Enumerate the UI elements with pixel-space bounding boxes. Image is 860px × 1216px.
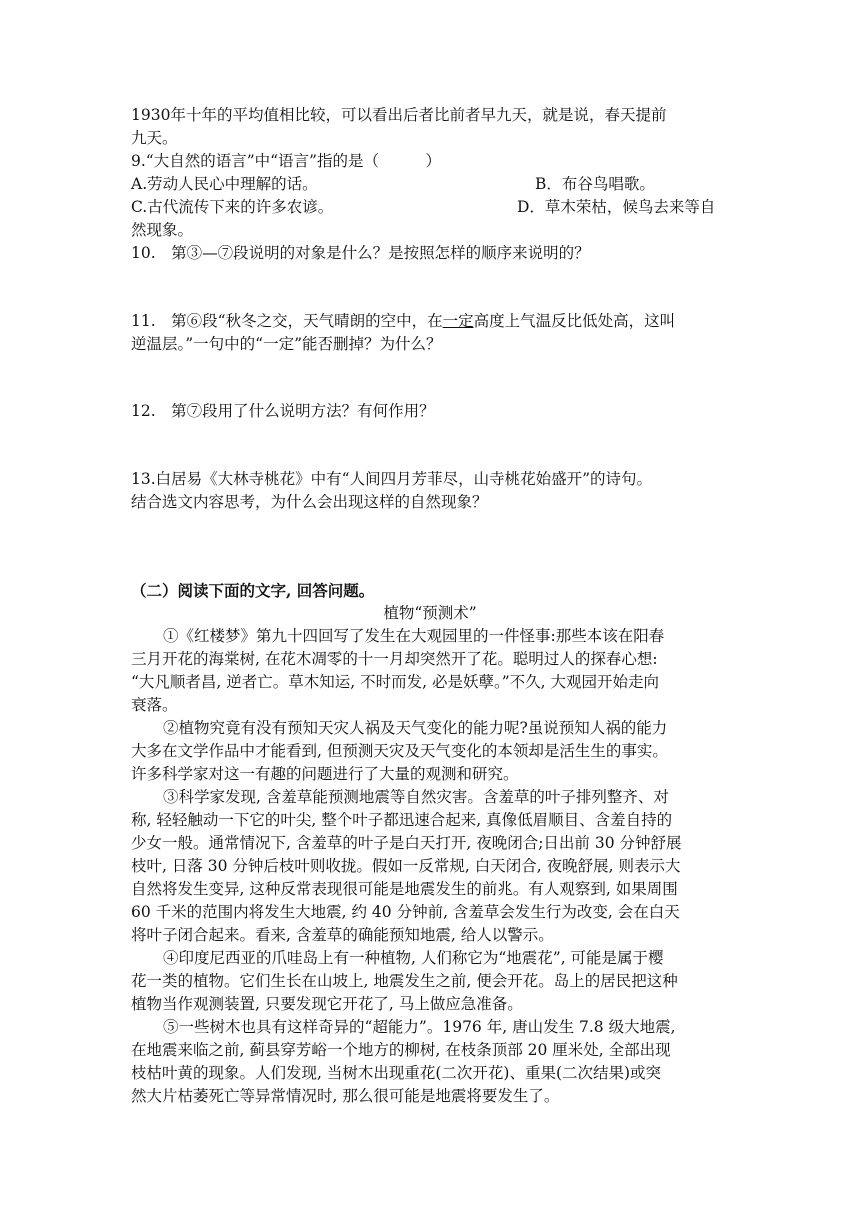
p4-line-3: 植物当作观测装置, 只要发现它开花了, 马上做应急准备。 bbox=[131, 995, 523, 1013]
p1-line-1: ①《红楼梦》第九十四回写了发生在大观园里的一件怪事:那些本该在阳春 bbox=[163, 627, 665, 645]
q13-line-1: 13.白居易《大林寺桃花》中有“人间四月芳菲尽，山寺桃花始盛开”的诗句。 bbox=[131, 470, 653, 488]
p1-line-3: “大凡顺者昌, 逆者亡。草木知运, 不时而发, 必是妖孽。”不久, 大观园开始走向 bbox=[131, 673, 660, 691]
p2-line-1: ②植物究竟有没有预知天灾人祸及天气变化的能力呢?虽说预知人祸的能力 bbox=[163, 719, 668, 737]
p5-line-3: 枝枯叶黄的现象。人们发现, 当树木出现重花(二次开花)、重果(二次结果)或突 bbox=[131, 1064, 662, 1082]
q10-text: 10. 第③—⑦段说明的对象是什么？是按照怎样的顺序来说明的？ bbox=[131, 244, 590, 262]
q13-line-2: 结合选文内容思考，为什么会出现这样的自然现象？ bbox=[131, 493, 488, 511]
q9-stem: 9.“大自然的语言”中“语言”指的是（ ） bbox=[131, 152, 441, 170]
p5-line-2: 在地震来临之前, 蓟县穿芳峪一个地方的柳树, 在枝条顶部 20 厘米处, 全部出现 bbox=[131, 1041, 671, 1059]
p4-line-2: 花一类的植物。它们生长在山坡上, 地震发生之前, 便会开花。岛上的居民把这种 bbox=[131, 972, 678, 990]
p3-line-4: 枝叶, 日落 30 分钟后枝叶则收拢。假如一反常规, 白天闭合, 夜晚舒展, 则表示大 bbox=[131, 857, 681, 875]
p5-line-4: 然大片枯萎死亡等异常情况时, 那么很可能是地震将要发生了。 bbox=[131, 1087, 560, 1105]
q9-option-a: A.劳动人民心中理解的话。 bbox=[131, 175, 318, 193]
q11-line-2: 逆温层。”一句中的“一定”能否删掉？为什么？ bbox=[131, 335, 442, 353]
p3-line-7: 将叶子闭合起来。看来, 含羞草的确能预知地震, 给人以警示。 bbox=[131, 926, 554, 944]
p2-line-2: 大多在文学作品中才能看到, 但预测天灾及天气变化的本领却是活生生的事实。 bbox=[131, 742, 668, 760]
q9-option-c: C.古代流传下来的许多农谚。 bbox=[131, 198, 334, 216]
p3-line-6: 60 千米的范围内将发生大地震, 约 40 分钟前, 含羞草会发生行为改变, 会在白天 bbox=[131, 903, 680, 921]
p3-line-5: 自然将发生变异, 这种反常表现很可能是地震发生的前兆。有人观察到, 如果周围 bbox=[131, 880, 678, 898]
q8-line-1: 1930年十年的平均值相比较，可以看出后者比前者早九天，就是说，春天提前 bbox=[131, 106, 667, 124]
p1-line-4: 衰落。 bbox=[131, 696, 178, 714]
p3-line-1: ③科学家发现, 含羞草能预测地震等自然灾害。含羞草的叶子排列整齐、对 bbox=[163, 788, 669, 806]
q11-line-1-pre: 11. 第⑥段“秋冬之交，天气晴朗的空中，在 bbox=[131, 312, 443, 330]
q11-line-1-post: 高度上气温反比低处高，这叫 bbox=[473, 312, 676, 330]
q11-underlined-word: 一定 bbox=[442, 312, 474, 330]
p3-line-2: 称, 轻轻触动一下它的叶尖, 整个叶子都迅速合起来, 真像低眉顺目、含羞自持的 bbox=[131, 811, 673, 829]
p2-line-3: 许多科学家对这一有趣的问题进行了大量的观测和研究。 bbox=[131, 765, 519, 783]
q9-option-b: B．布谷鸟唱歌。 bbox=[535, 175, 655, 193]
q9-option-d: D．草木荣枯，候鸟去来等自 bbox=[517, 198, 716, 216]
p3-line-3: 少女一般。通常情况下, 含羞草的叶子是白天打开, 夜晚闭合;日出前 30 分钟舒展 bbox=[131, 834, 682, 852]
q12-text: 12. 第⑦段用了什么说明方法？有何作用？ bbox=[131, 402, 435, 420]
q8-line-2: 九天。 bbox=[131, 129, 178, 147]
p1-line-2: 三月开花的海棠树, 在花木凋零的十一月却突然开了花。聪明过人的探春心想: bbox=[131, 650, 658, 668]
article-title: 植物“预测术” bbox=[383, 604, 477, 622]
q9-option-d-continued: 然现象。 bbox=[131, 221, 194, 239]
q11-line-1 bbox=[131, 310, 731, 332]
p4-line-1: ④印度尼西亚的爪哇岛上有一种植物, 人们称它为“地震花”, 可能是属于樱 bbox=[163, 949, 664, 967]
p5-line-1: ⑤一些树木也具有这样奇异的“超能力”。1976 年, 唐山发生 7.8 级大地震, bbox=[163, 1018, 676, 1036]
section-heading: （二）阅读下面的文字, 回答问题。 bbox=[131, 581, 375, 600]
